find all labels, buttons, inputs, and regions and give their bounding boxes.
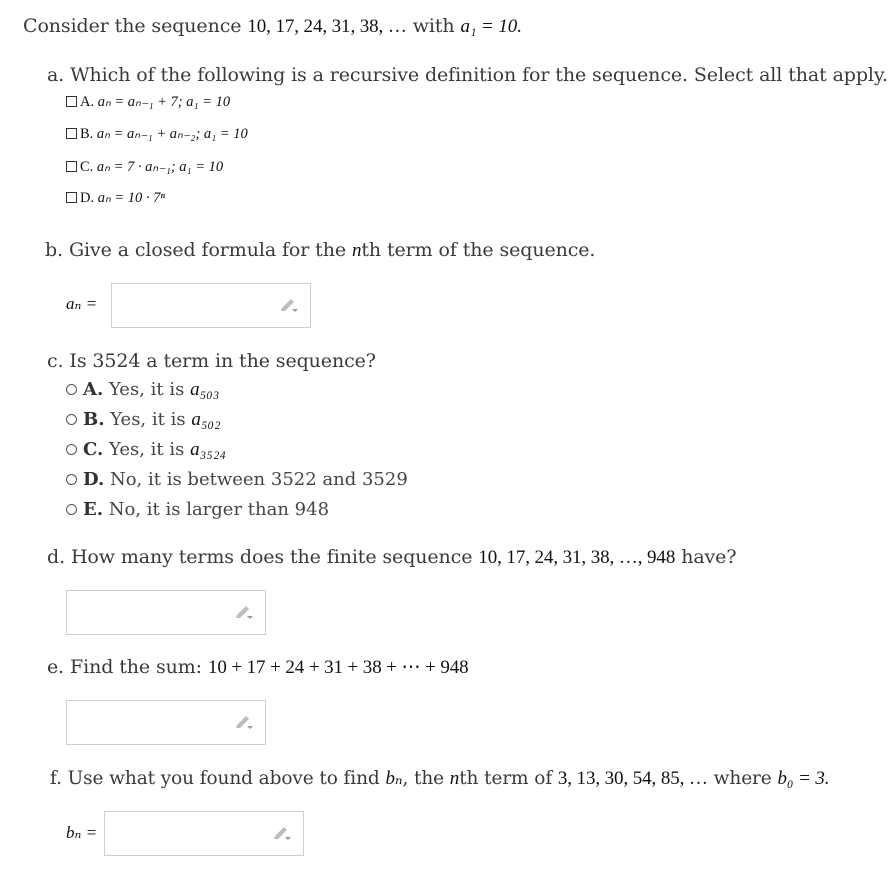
radio-e-label: E. — [83, 499, 103, 520]
intro-sequence: 10, 17, 24, 31, 38, … — [247, 16, 407, 37]
option-b-formula: aₙ = aₙ₋₁ + aₙ₋₂; a₁ = 10 — [96, 126, 248, 142]
part-f-question — [50, 767, 829, 790]
radio-row-b[interactable] — [66, 409, 221, 431]
radio-b-label: B. — [83, 409, 105, 430]
radio-row-d[interactable] — [66, 469, 408, 490]
pencil-icon[interactable] — [271, 825, 293, 843]
option-b-label: B. — [80, 126, 94, 142]
part-b-answer-input[interactable] — [111, 283, 311, 328]
pencil-icon[interactable] — [233, 714, 255, 732]
radio-e[interactable] — [66, 504, 77, 515]
part-f-text1: f. Use what you found above to find — [50, 768, 380, 789]
radio-a-label: A. — [83, 379, 104, 400]
part-e-text: e. Find the sum: — [47, 656, 202, 678]
part-f-sequence: 3, 13, 30, 54, 85, … — [557, 768, 708, 789]
part-f-b0: b₀ = 3. — [777, 768, 830, 789]
part-d-sequence: 10, 17, 24, 31, 38, …, 948 — [478, 547, 676, 568]
checkbox-c[interactable] — [66, 161, 77, 172]
pencil-icon[interactable] — [233, 604, 255, 622]
option-d-label: D. — [80, 190, 95, 206]
radio-e-text: No, it is larger than 948 — [108, 499, 330, 520]
intro-line — [23, 15, 522, 38]
radio-row-e[interactable] — [66, 499, 329, 520]
option-c-formula: aₙ = 7 · aₙ₋₁; a₁ = 10 — [96, 159, 224, 175]
part-b-lhs: aₙ = — [66, 294, 98, 313]
part-d-question — [47, 546, 736, 569]
part-f-n: n — [449, 768, 460, 789]
radio-c-term: a₃₅₂₄ — [190, 439, 227, 460]
checkbox-b[interactable] — [66, 128, 77, 139]
part-f-text2: , the — [402, 768, 445, 789]
part-d-post: have? — [681, 546, 737, 568]
part-e-answer-input[interactable] — [66, 700, 266, 745]
part-a-question: a. Which of the following is a recursive definition for the sequence. Select all that apply. — [47, 64, 888, 86]
part-e-sum: 10 + 17 + 24 + 31 + 38 + ⋯ + 948 — [207, 657, 469, 678]
part-f-answer-input[interactable] — [104, 811, 304, 856]
checkbox-d[interactable] — [66, 192, 77, 203]
part-b-text-post: th term of the sequence. — [361, 239, 596, 261]
radio-b[interactable] — [66, 414, 77, 425]
radio-c-label: C. — [83, 439, 104, 460]
radio-row-a[interactable] — [66, 379, 219, 401]
option-d-formula: aₙ = 10 · 7ⁿ — [97, 190, 165, 206]
option-a-formula: aₙ = aₙ₋₁ + 7; a₁ = 10 — [97, 94, 231, 110]
radio-b-term: a₅₀₂ — [191, 409, 221, 430]
radio-c-text: Yes, it is — [109, 439, 185, 460]
part-b-text-pre: b. Give a closed formula for the — [45, 239, 346, 261]
part-b-n: n — [351, 240, 362, 261]
radio-c[interactable] — [66, 444, 77, 455]
option-b-checkbox-row[interactable] — [66, 126, 248, 143]
part-d-answer-input[interactable] — [66, 590, 266, 635]
radio-d-label: D. — [83, 469, 105, 490]
part-f-text4: where — [713, 768, 772, 789]
radio-d-text: No, it is between 3522 and 3529 — [109, 469, 408, 490]
intro-with: with — [412, 15, 455, 37]
option-a-checkbox-row[interactable] — [66, 94, 230, 111]
part-b-question — [45, 239, 595, 262]
intro-text: Consider the sequence — [23, 15, 242, 37]
radio-a-term: a₅₀₃ — [190, 379, 220, 400]
option-c-label: C. — [80, 159, 94, 175]
part-d-text: d. How many terms does the finite sequence — [47, 546, 473, 568]
part-f-text3: th term of — [459, 768, 553, 789]
radio-a[interactable] — [66, 384, 77, 395]
option-c-checkbox-row[interactable] — [66, 159, 223, 176]
part-f-lhs: bₙ = — [66, 823, 98, 842]
checkbox-a[interactable] — [66, 96, 77, 107]
option-a-label: A. — [80, 94, 95, 110]
radio-a-text: Yes, it is — [108, 379, 185, 400]
part-e-question — [47, 656, 469, 679]
radio-row-c[interactable] — [66, 439, 226, 461]
radio-b-text: Yes, it is — [110, 409, 186, 430]
option-d-checkbox-row[interactable] — [66, 190, 165, 207]
part-c-question: c. Is 3524 a term in the sequence? — [47, 350, 376, 372]
part-f-bn: bₙ — [385, 768, 403, 789]
radio-d[interactable] — [66, 474, 77, 485]
intro-a1: a₁ = 10. — [460, 16, 522, 37]
pencil-icon[interactable] — [278, 297, 300, 315]
